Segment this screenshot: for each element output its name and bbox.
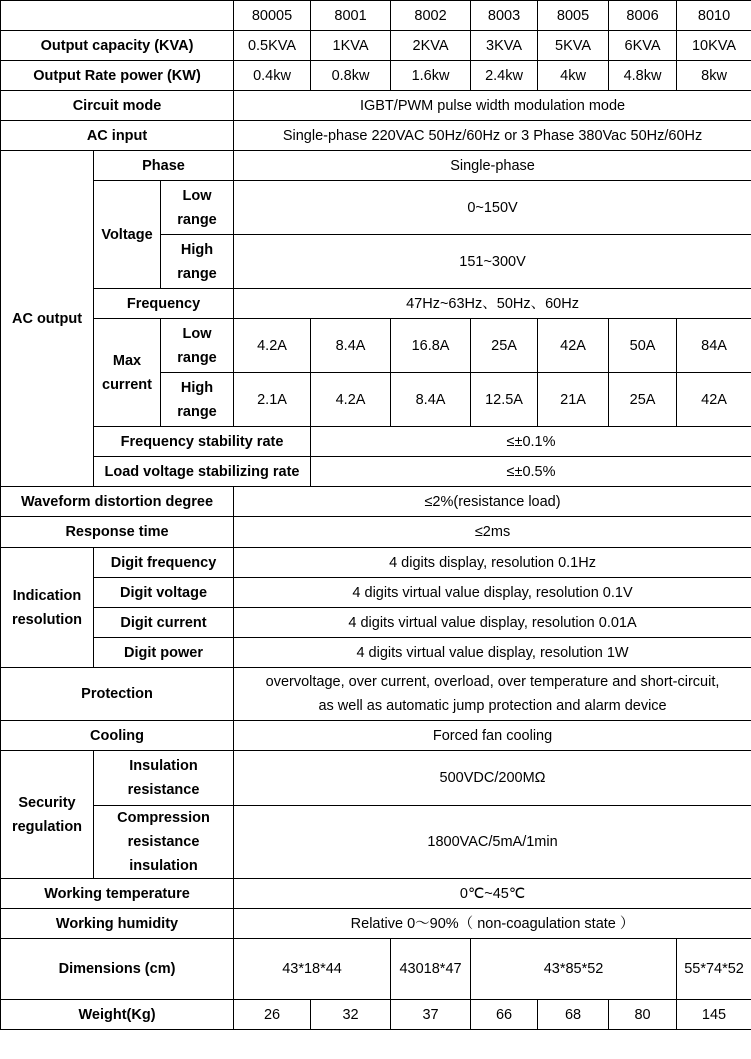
ac-output-label: AC output <box>1 151 94 487</box>
working-humidity-label: Working humidity <box>1 909 234 939</box>
max-current-high-range-label: High range <box>161 373 234 427</box>
model-header: 8010 <box>677 1 751 31</box>
voltage-high-range-value: 151~300V <box>234 235 751 289</box>
cooling-value: Forced fan cooling <box>234 721 751 751</box>
model-header: 8005 <box>538 1 609 31</box>
output-capacity-row <box>1 31 751 61</box>
model-header: 8003 <box>471 1 538 31</box>
compression-resistance-label: Compression resistance insulation <box>94 806 234 879</box>
ac-output-phase-row <box>1 151 751 181</box>
voltage-low-range-label: Low range <box>161 181 234 235</box>
load-voltage-row <box>1 457 751 487</box>
max-current-high-value: 4.2A <box>311 373 391 427</box>
weight-row <box>1 1000 751 1030</box>
weight-value: 66 <box>471 1000 538 1030</box>
protection-line-2: as well as automatic jump protection and alarm device <box>318 698 667 714</box>
max-current-low-value: 4.2A <box>234 319 311 373</box>
dimensions-label: Dimensions (cm) <box>1 939 234 1000</box>
dimensions-value: 43*18*44 <box>234 939 391 1000</box>
output-rate-power-value: 4kw <box>538 61 609 91</box>
load-voltage-label: Load voltage stabilizing rate <box>94 457 311 487</box>
header-blank-cell <box>1 1 234 31</box>
digit-voltage-value: 4 digits virtual value display, resolution 0.1V <box>234 578 751 608</box>
circuit-mode-row <box>1 91 751 121</box>
working-humidity-row <box>1 909 751 939</box>
security-insulation-row <box>1 751 751 806</box>
max-current-high-value: 12.5A <box>471 373 538 427</box>
model-header: 8002 <box>391 1 471 31</box>
dimensions-value: 43018*47 <box>391 939 471 1000</box>
security-regulation-label: Security regulation <box>1 751 94 879</box>
output-capacity-label: Output capacity (KVA) <box>1 31 234 61</box>
waveform-label: Waveform distortion degree <box>1 487 234 517</box>
digit-power-label: Digit power <box>94 638 234 668</box>
protection-value <box>234 668 751 721</box>
output-capacity-value: 5KVA <box>538 31 609 61</box>
max-current-high-value: 21A <box>538 373 609 427</box>
indication-row <box>1 578 751 608</box>
max-current-label: Max current <box>94 319 161 427</box>
max-current-low-value: 84A <box>677 319 751 373</box>
digit-frequency-label: Digit frequency <box>94 548 234 578</box>
circuit-mode-value: IGBT/PWM pulse width modulation mode <box>234 91 751 121</box>
working-humidity-value: Relative 0～90%（ non-coagulation state ） <box>234 909 751 939</box>
frequency-stability-label: Frequency stability rate <box>94 427 311 457</box>
weight-value: 37 <box>391 1000 471 1030</box>
digit-current-value: 4 digits virtual value display, resolution 0.01A <box>234 608 751 638</box>
weight-value: 26 <box>234 1000 311 1030</box>
frequency-row <box>1 289 751 319</box>
indication-row <box>1 608 751 638</box>
digit-current-label: Digit current <box>94 608 234 638</box>
model-header: 8001 <box>311 1 391 31</box>
model-header: 8006 <box>609 1 677 31</box>
output-rate-power-row <box>1 61 751 91</box>
phase-label: Phase <box>94 151 234 181</box>
frequency-stability-row <box>1 427 751 457</box>
output-rate-power-value: 0.4kw <box>234 61 311 91</box>
weight-value: 145 <box>677 1000 751 1030</box>
max-current-high-value: 42A <box>677 373 751 427</box>
max-current-low-value: 42A <box>538 319 609 373</box>
response-time-label: Response time <box>1 517 234 548</box>
ac-input-row <box>1 121 751 151</box>
voltage-high-range-label: High range <box>161 235 234 289</box>
ac-input-value: Single-phase 220VAC 50Hz/60Hz or 3 Phase 380Vac 50Hz/60Hz <box>234 121 751 151</box>
frequency-value: 47Hz~63Hz、50Hz、60Hz <box>234 289 751 319</box>
max-current-high-value: 2.1A <box>234 373 311 427</box>
output-rate-power-value: 4.8kw <box>609 61 677 91</box>
max-current-low-value: 25A <box>471 319 538 373</box>
frequency-label: Frequency <box>94 289 234 319</box>
security-compression-row <box>1 806 751 879</box>
voltage-low-row <box>1 181 751 235</box>
max-current-low-range-label: Low range <box>161 319 234 373</box>
weight-value: 80 <box>609 1000 677 1030</box>
max-current-low-value: 16.8A <box>391 319 471 373</box>
max-current-low-row <box>1 319 751 373</box>
max-current-high-value: 8.4A <box>391 373 471 427</box>
output-capacity-value: 6KVA <box>609 31 677 61</box>
compression-resistance-value: 1800VAC/5mA/1min <box>234 806 751 879</box>
weight-label: Weight(Kg) <box>1 1000 234 1030</box>
max-current-low-value: 8.4A <box>311 319 391 373</box>
digit-frequency-value: 4 digits display, resolution 0.1Hz <box>234 548 751 578</box>
output-rate-power-label: Output Rate power (KW) <box>1 61 234 91</box>
dimensions-value: 55*74*52 <box>677 939 751 1000</box>
cooling-row <box>1 721 751 751</box>
max-current-low-value: 50A <box>609 319 677 373</box>
output-rate-power-value: 2.4kw <box>471 61 538 91</box>
insulation-resistance-value: 500VDC/200MΩ <box>234 751 751 806</box>
output-capacity-value: 10KVA <box>677 31 751 61</box>
output-capacity-value: 3KVA <box>471 31 538 61</box>
indication-row <box>1 548 751 578</box>
waveform-value: ≤2%(resistance load) <box>234 487 751 517</box>
working-temperature-row <box>1 879 751 909</box>
model-header-row <box>1 1 751 31</box>
voltage-label: Voltage <box>94 181 161 289</box>
circuit-mode-label: Circuit mode <box>1 91 234 121</box>
digit-power-value: 4 digits virtual value display, resolution 1W <box>234 638 751 668</box>
working-temperature-value: 0℃~45℃ <box>234 879 751 909</box>
indication-resolution-label: Indication resolution <box>1 548 94 668</box>
protection-row <box>1 668 751 721</box>
weight-value: 32 <box>311 1000 391 1030</box>
indication-row <box>1 638 751 668</box>
voltage-low-range-value: 0~150V <box>234 181 751 235</box>
model-header: 80005 <box>234 1 311 31</box>
working-temperature-label: Working temperature <box>1 879 234 909</box>
output-capacity-value: 0.5KVA <box>234 31 311 61</box>
protection-label: Protection <box>1 668 234 721</box>
max-current-high-value: 25A <box>609 373 677 427</box>
phase-value: Single-phase <box>234 151 751 181</box>
response-time-value: ≤2ms <box>234 517 751 548</box>
output-rate-power-value: 8kw <box>677 61 751 91</box>
digit-voltage-label: Digit voltage <box>94 578 234 608</box>
dimensions-row <box>1 939 751 1000</box>
output-capacity-value: 2KVA <box>391 31 471 61</box>
insulation-resistance-label: Insulation resistance <box>94 751 234 806</box>
load-voltage-value: ≤±0.5% <box>311 457 751 487</box>
response-time-row <box>1 517 751 548</box>
frequency-stability-value: ≤±0.1% <box>311 427 751 457</box>
output-rate-power-value: 0.8kw <box>311 61 391 91</box>
ac-input-label: AC input <box>1 121 234 151</box>
weight-value: 68 <box>538 1000 609 1030</box>
waveform-row <box>1 487 751 517</box>
output-rate-power-value: 1.6kw <box>391 61 471 91</box>
dimensions-value: 43*85*52 <box>471 939 677 1000</box>
cooling-label: Cooling <box>1 721 234 751</box>
output-capacity-value: 1KVA <box>311 31 391 61</box>
protection-line-1: overvoltage, over current, overload, over temperature and short-circuit, <box>265 674 720 690</box>
